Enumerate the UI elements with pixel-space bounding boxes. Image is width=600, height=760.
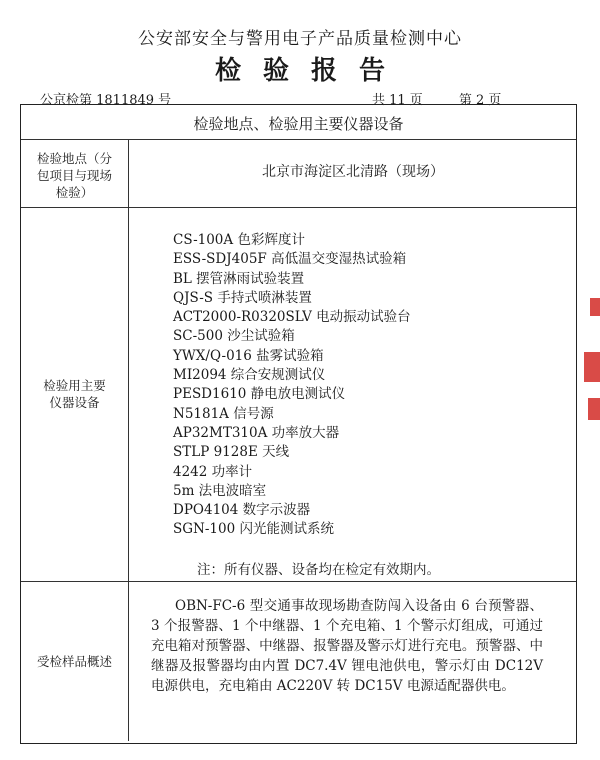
equipment-label: 检验用主要仪器设备 <box>43 378 106 410</box>
seal-stamp-fragment <box>590 298 600 316</box>
list-item: ESS-SDJ405F 高低温交变湿热试验箱 <box>173 251 407 268</box>
seal-stamp-fragment <box>588 398 600 420</box>
list-item: YWX/Q-016 盐雾试验箱 <box>173 347 324 364</box>
list-item: STLP 9128E 天线 <box>173 444 290 461</box>
list-item: SGN-100 闪光能测试系统 <box>173 521 334 538</box>
list-item: QJS-S 手持式喷淋装置 <box>173 289 312 306</box>
list-item: N5181A 信号源 <box>173 405 274 422</box>
location-label: 检验地点（分包项目与现场检验） <box>36 151 112 200</box>
list-item: PESD1610 静电放电测试仪 <box>173 386 346 403</box>
list-item: 4242 功率计 <box>173 463 253 480</box>
report-title: 检验报告 <box>214 56 407 86</box>
divider <box>21 581 576 582</box>
list-item: CS-100A 色彩辉度计 <box>173 232 305 248</box>
report-table <box>20 104 577 744</box>
location-value: 北京市海淀区北清路（现场） <box>262 164 444 180</box>
report-number: 公京检第 1811849 号 <box>40 93 172 108</box>
list-item: SC-500 沙尘试验箱 <box>173 328 295 345</box>
divider <box>21 207 576 208</box>
list-item: AP32MT310A 功率放大器 <box>173 424 340 441</box>
list-item: 5m 法电波暗室 <box>173 482 267 499</box>
list-item: BL 摆管淋雨试验装置 <box>173 270 305 287</box>
section-heading: 检验地点、检验用主要仪器设备 <box>193 115 404 133</box>
sample-description: OBN-FC-6 型交通事故现场勘查防闯入设备由 6 台预警器、3 个报警器、1 个中继器、1 个充电箱、1 个警示灯组成，可通过充电箱对预警器、中继器、报警器及警示灯进行充电。预警器、中继器及报警器均由内置 DC7.4V 锂电池供电，警示灯由 DC12V 电源供电，充电箱由 AC220V 转 DC15V 电源适配器供电。 <box>151 598 543 694</box>
list-item: ACT2000-R0320SLV 电动振动试验台 <box>173 309 411 326</box>
equipment-list <box>173 231 411 540</box>
total-pages: 共 11 页 <box>372 93 423 108</box>
seal-stamp-fragment <box>584 352 600 382</box>
list-item: MI2094 综合安规测试仪 <box>173 367 326 384</box>
sample-label: 受检样品概述 <box>36 654 112 669</box>
list-item: DPO4104 数字示波器 <box>173 502 311 519</box>
equipment-note: 注：所有仪器、设备均在检定有效期内。 <box>197 562 440 578</box>
page-number: 第 2 页 <box>458 93 502 108</box>
organization-name: 公安部安全与警用电子产品质量检测中心 <box>138 29 462 49</box>
divider <box>21 139 576 140</box>
column-divider <box>128 139 129 741</box>
